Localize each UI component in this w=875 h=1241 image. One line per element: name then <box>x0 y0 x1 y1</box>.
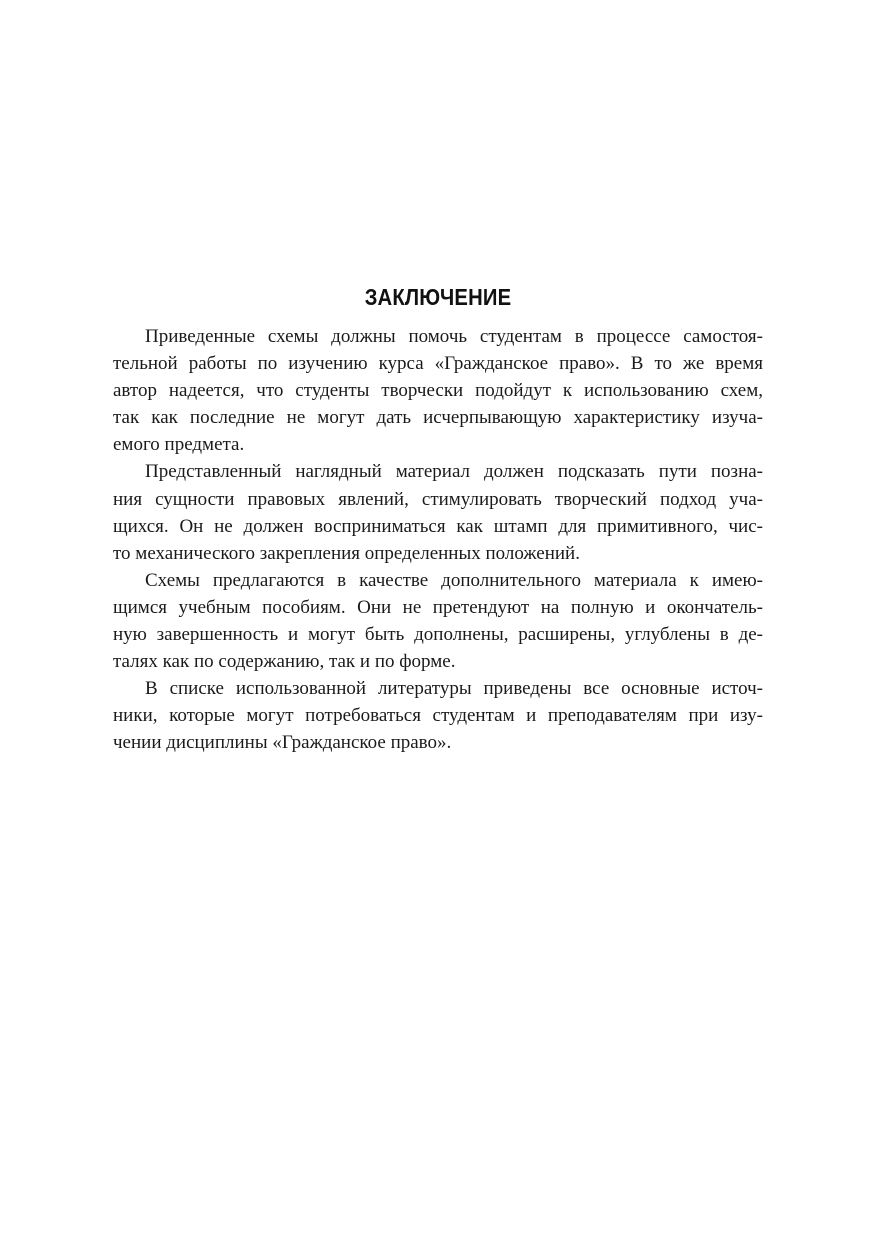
paragraph <box>113 567 763 675</box>
text-line: ники, которые могут потребоваться студентам и преподавателям при изу- <box>113 705 763 727</box>
paragraph <box>113 675 763 756</box>
text-line: емого предмета. <box>113 434 245 456</box>
text-line: щихся. Он не должен восприниматься как штамп для примитивного, чис- <box>113 515 763 537</box>
text-line: чении дисциплины «Гражданское право». <box>113 732 452 754</box>
text-line: Приведенные схемы должны помочь студентам в процессе самостоя- <box>145 326 763 347</box>
text-line: Представленный наглядный материал должен подсказать пути позна- <box>145 461 763 483</box>
conclusion-text <box>113 323 763 757</box>
text-line: Схемы предлагаются в качестве дополнительного материала к имею- <box>145 569 763 591</box>
text-line: то механического закрепления определенных положений. <box>113 542 580 564</box>
text-line: ния сущности правовых явлений, стимулировать творческий подход уча- <box>113 488 763 510</box>
text-line: так как последние не могут дать исчерпывающую характеристику изуча- <box>113 407 763 429</box>
text-line: тельной работы по изучению курса «Гражданское право». В то же время <box>113 353 763 375</box>
page-title: ЗАКЛЮЧЕНИЕ <box>364 284 512 310</box>
text-line: щимся учебным пособиям. Они не претендуют на полную и окончатель- <box>113 596 763 618</box>
text-line: талях как по содержанию, так и по форме. <box>113 651 456 673</box>
paragraph <box>113 323 763 458</box>
paragraph <box>113 458 763 566</box>
text-line: В списке использованной литературы приведены все основные источ- <box>145 678 763 700</box>
text-line: ную завершенность и могут быть дополнены, расширены, углублены в де- <box>113 624 763 646</box>
text-line: автор надеется, что студенты творчески подойдут к использованию схем, <box>113 380 763 402</box>
